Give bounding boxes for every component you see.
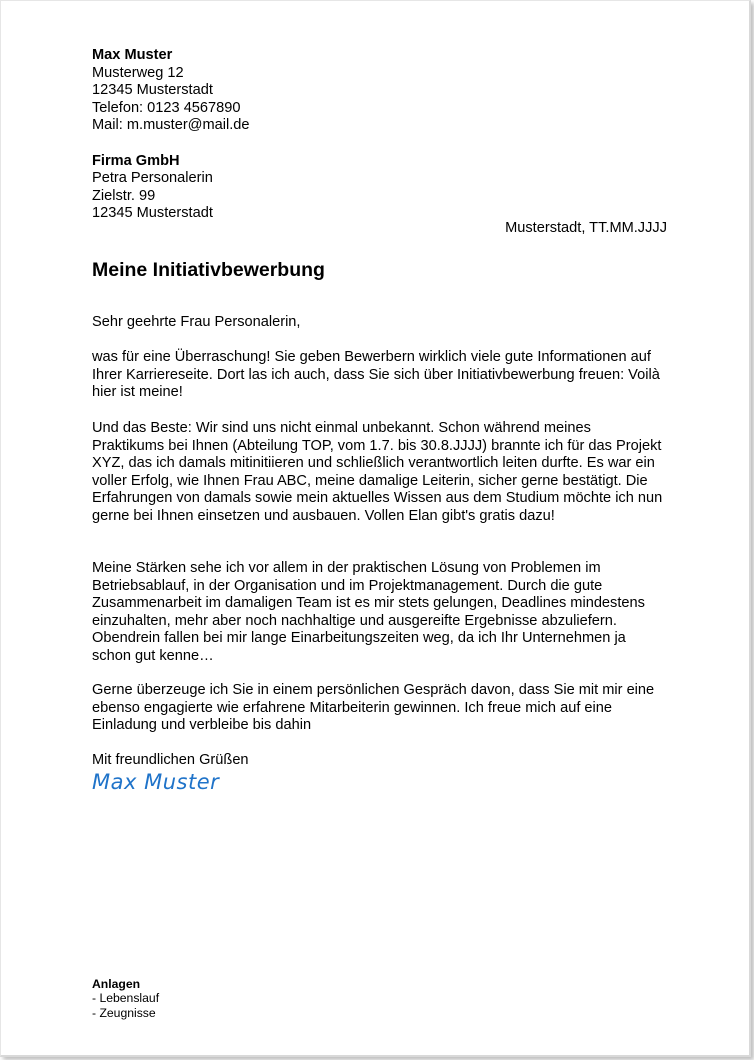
date-line: Musterstadt, TT.MM.JJJJ [505, 220, 667, 236]
sender-address [92, 47, 667, 135]
attachment-item: - Lebenslauf [92, 991, 160, 1006]
sender-city: 12345 Musterstadt [92, 82, 213, 98]
subject-heading: Meine Initiativbewerbung [92, 259, 325, 281]
recipient-contact: Petra Personalerin [92, 170, 213, 186]
attachments-heading: Anlagen [92, 977, 141, 991]
paragraph-closing-request: Gerne überzeuge ich Sie in einem persönlichen Gespräch davon, dass Sie mit mir eine ebenso engagierte wie erfahrene Mitarbeiterin gewinnen. Ich freue mich auf eine Einladung und verbleibe bis dahin [92, 682, 655, 733]
sender-phone: Telefon: 0123 4567890 [92, 99, 241, 116]
paragraph-experience: Und das Beste: Wir sind uns nicht einmal unbekannt. Schon während meines Praktikums bei Ihnen (Abteilung TOP, vom 1.7. bis 30.8.JJJJ) brannte ich für das Projekt XYZ, das ich damals mitinitiieren und schließlich verantwortlich leiten durfte. Es war ein voller Erfolg, wie Ihnen Frau ABC, meine damalige Leiterin, sicher gerne bestätigt. Die Erfahrungen von damals sowie mein aktuelles Wissen aus dem Studium möchte ich nun gerne bei Ihnen einsetzen und ausbauen. Vollen Elan gibt's gratis dazu! [92, 420, 663, 524]
sender-mail: Mail: m.muster@mail.de [92, 117, 250, 133]
paragraph-intro: was für eine Überraschung! Sie geben Bewerbern wirklich viele gute Informationen auf Ihrer Karriereseite. Dort las ich auch, dass Sie sich über Initiativbewerbung freuen: Voilà hier ist meine! [92, 349, 660, 400]
sender-name: Max Muster [92, 47, 173, 63]
attachments [92, 977, 159, 1020]
recipient-street: Zielstr. 99 [92, 187, 156, 204]
attachment-item: - Zeugnisse [92, 1005, 156, 1020]
signature: Max Muster [92, 770, 220, 794]
paragraph-strengths: Meine Stärken sehe ich vor allem in der praktischen Lösung von Problemen im Betriebsablauf, in der Organisation und im Projektmanagement. Durch die gute Zusammenarbeit im damaligen Team ist es mir stets gelungen, Deadlines mindestens einzuhalten, mehr aber noch nachhaltige und ausgereifte Ergebnisse abzuliefern. Obendrein fallen bei mir lange Einarbeitungszeiten weg, da ich Ihr Unternehmen ja schon gut kenne… [92, 560, 645, 664]
recipient-company: Firma GmbH [92, 152, 180, 169]
sender-street: Musterweg 12 [92, 64, 184, 81]
letter-content [92, 47, 667, 794]
recipient-address [92, 153, 667, 223]
salutation: Sehr geehrte Frau Personalerin, [92, 314, 301, 330]
recipient-city: 12345 Musterstadt [92, 205, 213, 221]
closing-phrase: Mit freundlichen Grüßen [92, 752, 249, 768]
